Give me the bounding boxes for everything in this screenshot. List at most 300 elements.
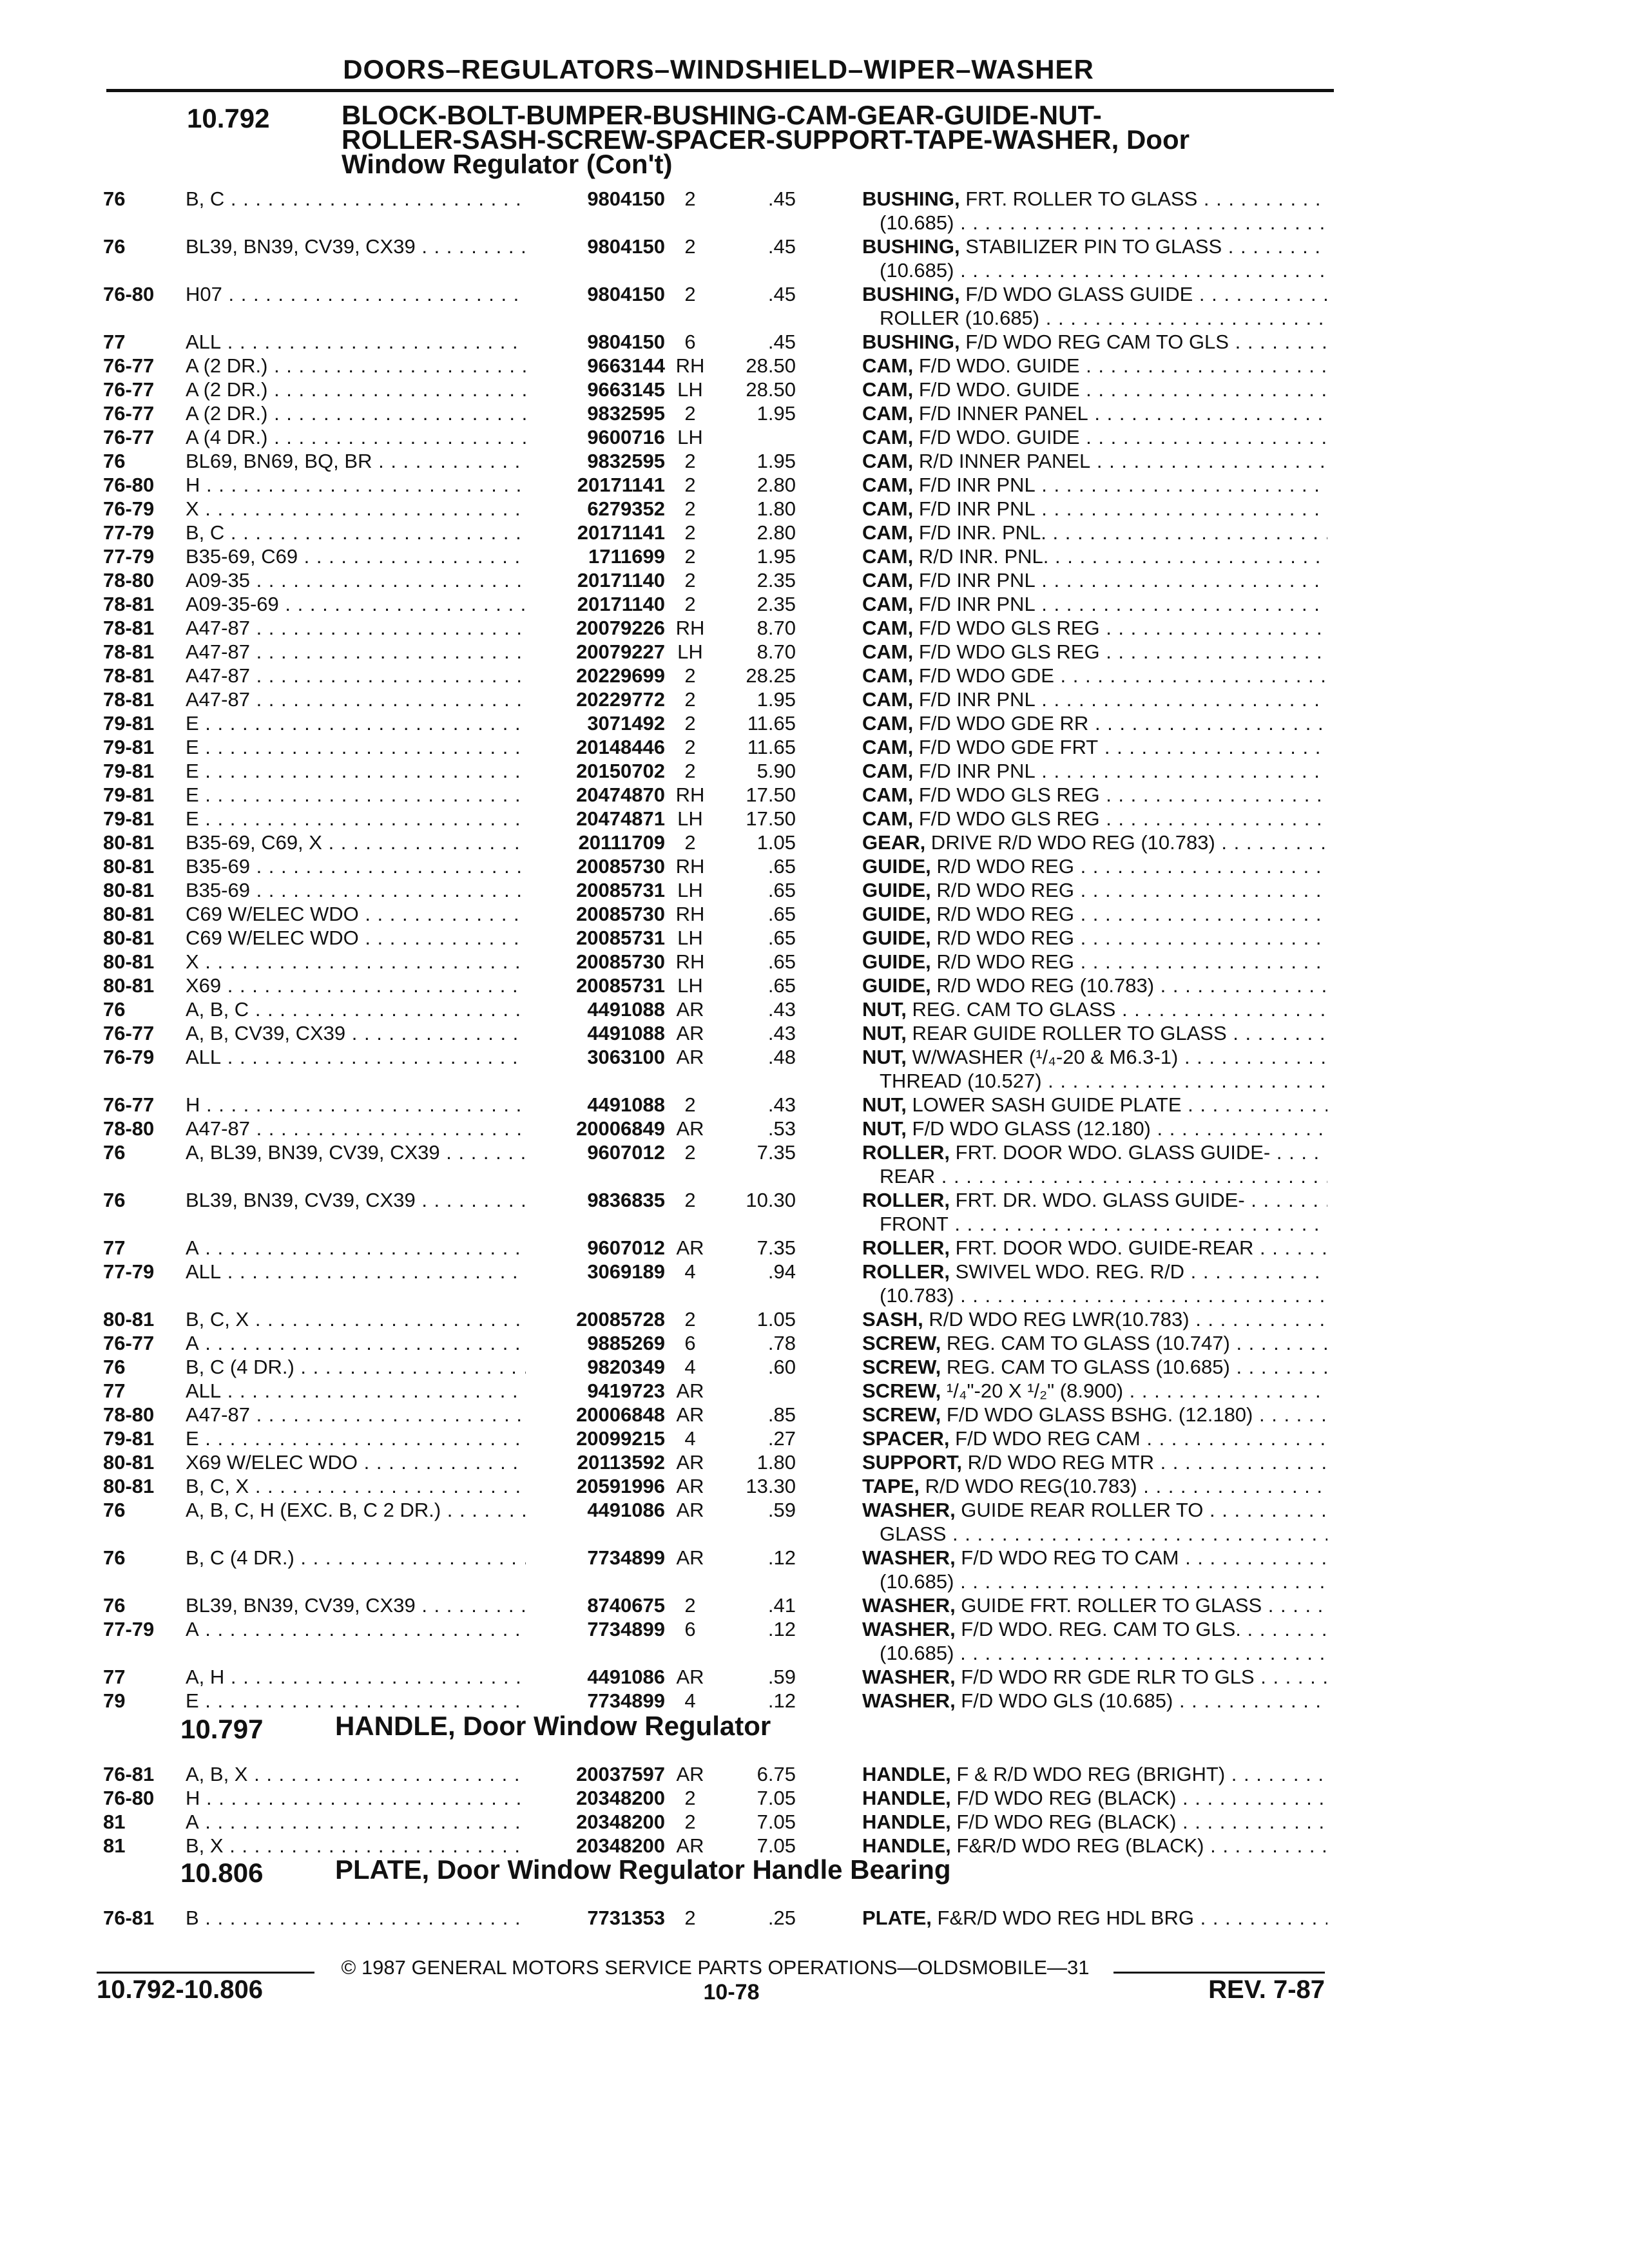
part-number: 20085731 <box>576 879 665 901</box>
model-code: ALL . . . <box>186 1379 526 1403</box>
model-year: 77-79 <box>103 1618 155 1640</box>
part-name: ROLLER, <box>862 1189 950 1211</box>
quantity: 2 <box>684 1594 696 1617</box>
model-code: ALL . . . <box>186 330 526 354</box>
quantity: AR <box>676 1236 704 1259</box>
price: 28.50 <box>746 354 796 377</box>
quantity: AR <box>676 1022 704 1044</box>
part-row-continued <box>0 306 1629 330</box>
part-row <box>0 1762 1629 1786</box>
part-description-detail: F/D WDO GLS REG <box>913 617 1100 639</box>
part-name: CAM, <box>862 569 914 591</box>
part-description <box>862 1307 1327 1331</box>
model-year: 77 <box>103 1666 126 1688</box>
part-number: 20171141 <box>577 521 665 544</box>
model-code: B35-69 . . . <box>186 854 526 878</box>
model-code: E . . . <box>186 711 526 735</box>
part-number: 20037597 <box>576 1763 665 1785</box>
part-description <box>862 1593 1327 1617</box>
part-description-detail: R/D WDO REG LWR(10.783) <box>923 1308 1190 1331</box>
part-description-detail: F/D WDO. GUIDE <box>913 378 1080 401</box>
model-code: B, C (4 DR.) . . . <box>186 1355 526 1379</box>
part-number: 7731353 <box>587 1907 665 1929</box>
part-description <box>862 831 1327 854</box>
model-year: 76 <box>103 1499 126 1521</box>
part-name: HANDLE, <box>862 1787 951 1809</box>
part-description <box>862 1474 1327 1498</box>
part-name: CAM, <box>862 617 914 639</box>
model-year: 77-79 <box>103 1260 155 1283</box>
part-description-continued: (10.685) . . . <box>880 1570 1327 1593</box>
model-code: E . . . <box>186 783 526 807</box>
model-year: 76-81 <box>103 1763 155 1785</box>
part-number: 20171140 <box>577 593 665 615</box>
price: 17.50 <box>746 783 796 806</box>
part-description-detail: F/D WDO GDE FRT <box>913 736 1099 758</box>
part-description-detail: R/D WDO REG (10.783) <box>930 974 1155 997</box>
price: .43 <box>767 998 796 1021</box>
part-description-continued: ROLLER (10.685) . . . <box>880 306 1327 330</box>
part-description-detail: REG. CAM TO GLASS (10.747) <box>941 1332 1230 1354</box>
model-year: 76 <box>103 1189 126 1211</box>
part-name: WASHER, <box>862 1594 956 1617</box>
model-code: H . . . <box>186 1786 526 1810</box>
model-year: 77-79 <box>103 545 155 568</box>
model-year: 76 <box>103 998 126 1021</box>
model-code: A47-87 . . . <box>186 687 526 711</box>
part-description <box>862 878 1327 902</box>
model-year: 76-77 <box>103 1093 155 1116</box>
model-code: X . . . <box>186 950 526 974</box>
part-description <box>862 1188 1327 1212</box>
model-code: A . . . <box>186 1236 526 1260</box>
model-year: 78-81 <box>103 617 155 639</box>
quantity: 2 <box>684 187 696 210</box>
part-description-detail: F/D WDO GLS (10.685) <box>955 1689 1173 1712</box>
part-name: CAM, <box>862 640 914 663</box>
part-description-detail: R/D INNER PANEL <box>913 450 1091 472</box>
model-code: A47-87 . . . <box>186 664 526 687</box>
part-description <box>862 449 1327 473</box>
model-code: B35-69, C69 . . . <box>186 544 526 568</box>
model-code: A09-35 . . . <box>186 568 526 592</box>
part-description-detail: FRT. ROLLER TO GLASS <box>959 187 1198 210</box>
part-number: 20171140 <box>577 569 665 591</box>
part-description <box>862 950 1327 974</box>
model-code: B35-69, C69, X . . . <box>186 831 526 854</box>
part-description-detail: F/D WDO REG (BLACK) <box>950 1811 1177 1833</box>
part-name: NUT, <box>862 1022 907 1044</box>
part-name: BUSHING, <box>862 187 960 210</box>
quantity: 2 <box>684 736 696 758</box>
part-description <box>862 1403 1327 1427</box>
quantity: 2 <box>684 593 696 615</box>
part-description <box>862 1260 1327 1283</box>
quantity: LH <box>677 378 703 401</box>
model-code: B, C (4 DR.) . . . <box>186 1546 526 1570</box>
quantity: 2 <box>684 1189 696 1211</box>
part-number: 4491088 <box>587 1093 665 1116</box>
model-code: E . . . <box>186 735 526 759</box>
model-year: 76 <box>103 235 126 258</box>
model-year: 80-81 <box>103 1308 155 1331</box>
part-number: 3063100 <box>587 1046 665 1068</box>
part-name: HANDLE, <box>862 1811 951 1833</box>
part-name: CAM, <box>862 712 914 735</box>
model-code: ALL . . . <box>186 1260 526 1283</box>
part-name: HANDLE, <box>862 1763 951 1785</box>
part-number: 9832595 <box>587 450 665 472</box>
part-description <box>862 1450 1327 1474</box>
model-year: 80-81 <box>103 903 155 925</box>
part-name: GUIDE, <box>862 855 931 878</box>
price: 13.30 <box>746 1475 796 1497</box>
model-year: 80-81 <box>103 831 155 854</box>
part-number: 9832595 <box>587 402 665 425</box>
model-year: 76 <box>103 450 126 472</box>
part-name: CAM, <box>862 664 914 687</box>
model-year: 79-81 <box>103 1427 155 1450</box>
part-row-continued <box>0 1522 1629 1546</box>
section-number: 10.806 <box>180 1858 264 1888</box>
part-description-detail: F/D INNER PANEL <box>913 402 1088 425</box>
part-description-detail: F/D WDO RR GDE RLR TO GLS <box>955 1666 1255 1688</box>
model-code: C69 W/ELEC WDO . . . <box>186 902 526 926</box>
price: .60 <box>767 1356 796 1378</box>
part-description-detail: R/D INR. PNL. <box>913 545 1049 568</box>
model-year: 81 <box>103 1811 126 1833</box>
part-row <box>0 1617 1629 1641</box>
quantity: RH <box>675 354 705 377</box>
part-name: SPACER, <box>862 1427 950 1450</box>
quantity: 4 <box>684 1689 696 1712</box>
part-name: CAM, <box>862 688 914 711</box>
model-code: B, C, X . . . <box>186 1474 526 1498</box>
price: .65 <box>767 927 796 949</box>
price: 7.05 <box>757 1787 796 1809</box>
part-number: 4491088 <box>587 998 665 1021</box>
model-year: 77-79 <box>103 521 155 544</box>
part-description <box>862 1236 1327 1260</box>
model-code: B, X . . . <box>186 1834 526 1858</box>
part-row <box>0 330 1629 354</box>
price: 7.05 <box>757 1834 796 1857</box>
price: 1.05 <box>757 831 796 854</box>
part-number: 6279352 <box>587 497 665 520</box>
part-name: SASH, <box>862 1308 923 1331</box>
part-number: 20474870 <box>576 783 665 806</box>
model-year: 76 <box>103 1546 126 1569</box>
part-description-detail: R/D WDO REG <box>930 950 1074 973</box>
model-code: A, B, CV39, CX39 . . . <box>186 1021 526 1045</box>
part-description-detail: ¹/₄"-20 X ¹/₂" (8.900) <box>941 1379 1124 1402</box>
quantity: 4 <box>684 1427 696 1450</box>
quantity: 2 <box>684 1093 696 1116</box>
model-year: 76 <box>103 187 126 210</box>
part-name: HANDLE, <box>862 1834 951 1857</box>
part-description <box>862 1665 1327 1689</box>
part-description <box>862 926 1327 950</box>
part-description <box>862 282 1327 306</box>
part-row <box>0 1307 1629 1331</box>
part-description-detail: F/D WDO GLASS GUIDE <box>959 283 1193 305</box>
price: 1.95 <box>757 402 796 425</box>
part-number: 20006848 <box>576 1403 665 1426</box>
part-name: ROLLER, <box>862 1260 950 1283</box>
part-description <box>862 544 1327 568</box>
part-row <box>0 1689 1629 1713</box>
part-row <box>0 1260 1629 1283</box>
part-number: 20079226 <box>576 617 665 639</box>
part-row <box>0 235 1629 258</box>
part-name: ROLLER, <box>862 1141 950 1164</box>
part-description-detail: R/D WDO REG(10.783) <box>920 1475 1137 1497</box>
quantity: LH <box>677 927 703 949</box>
part-row <box>0 544 1629 568</box>
part-description <box>862 1786 1327 1810</box>
part-name: SCREW, <box>862 1403 941 1426</box>
part-description <box>862 735 1327 759</box>
part-name: WASHER, <box>862 1499 956 1521</box>
model-code: A . . . <box>186 1810 526 1834</box>
part-name: SUPPORT, <box>862 1451 963 1474</box>
part-name: CAM, <box>862 426 914 448</box>
part-description <box>862 616 1327 640</box>
section-title-line: PLATE, Door Window Regulator Handle Bearing <box>335 1854 951 1885</box>
part-name: NUT, <box>862 1046 907 1068</box>
part-description <box>862 378 1327 401</box>
model-year: 80-81 <box>103 855 155 878</box>
part-name: BUSHING, <box>862 283 960 305</box>
part-description-detail: F/D INR PNL <box>913 688 1036 711</box>
part-row <box>0 1810 1629 1834</box>
part-row-continued <box>0 1570 1629 1593</box>
model-year: 80-81 <box>103 1451 155 1474</box>
part-description-detail: LOWER SASH GUIDE PLATE <box>906 1093 1182 1116</box>
part-description-detail: FRT. DOOR WDO. GUIDE-REAR <box>950 1236 1254 1259</box>
part-row <box>0 1093 1629 1117</box>
model-year: 80-81 <box>103 974 155 997</box>
model-code: E . . . <box>186 1427 526 1450</box>
quantity: 2 <box>684 1811 696 1833</box>
section-number: 10.792 <box>187 103 270 133</box>
model-code: H . . . <box>186 473 526 497</box>
part-description <box>862 1498 1327 1522</box>
part-row <box>0 831 1629 854</box>
quantity: AR <box>676 998 704 1021</box>
page-title: DOORS–REGULATORS–WINDSHIELD–WIPER–WASHER <box>343 54 1094 84</box>
quantity: 2 <box>684 402 696 425</box>
part-number: 8740675 <box>587 1594 665 1617</box>
part-row <box>0 425 1629 449</box>
part-number: 4491086 <box>587 1499 665 1521</box>
price: .78 <box>767 1332 796 1354</box>
quantity: 2 <box>684 521 696 544</box>
model-code: A47-87 . . . <box>186 640 526 664</box>
part-number: 9836835 <box>587 1189 665 1211</box>
part-row <box>0 1236 1629 1260</box>
part-name: WASHER, <box>862 1689 956 1712</box>
part-description <box>862 425 1327 449</box>
part-row <box>0 1498 1629 1522</box>
quantity: AR <box>676 1379 704 1402</box>
part-description <box>862 664 1327 687</box>
part-description-detail: F/D INR PNL <box>913 569 1036 591</box>
quantity: AR <box>676 1451 704 1474</box>
part-description-detail: F/D WDO GLASS (12.180) <box>906 1117 1151 1140</box>
price: .27 <box>767 1427 796 1450</box>
part-name: CAM, <box>862 354 914 377</box>
quantity: 2 <box>684 1907 696 1929</box>
part-name: CAM, <box>862 450 914 472</box>
model-code: B, C . . . <box>186 521 526 544</box>
part-row <box>0 974 1629 997</box>
part-description <box>862 1379 1327 1403</box>
part-row-continued <box>0 211 1629 235</box>
part-number: 9607012 <box>587 1141 665 1164</box>
model-code: E . . . <box>186 1689 526 1713</box>
part-description <box>862 1045 1327 1069</box>
price: .94 <box>767 1260 796 1283</box>
price: .53 <box>767 1117 796 1140</box>
part-description <box>862 783 1327 807</box>
quantity: 2 <box>684 569 696 591</box>
part-row <box>0 854 1629 878</box>
quantity: AR <box>676 1475 704 1497</box>
part-description-detail: F/D INR PNL <box>913 497 1036 520</box>
model-year: 80-81 <box>103 927 155 949</box>
part-row <box>0 807 1629 831</box>
part-description <box>862 1906 1327 1930</box>
part-name: CAM, <box>862 545 914 568</box>
part-number: 20113592 <box>577 1451 665 1474</box>
part-description-detail: F/D INR. PNL. <box>913 521 1046 544</box>
part-description-detail: F/D INR PNL <box>913 593 1036 615</box>
part-description-continued: (10.783) . . . <box>880 1283 1327 1307</box>
model-year: 79-81 <box>103 807 155 830</box>
model-year: 78-80 <box>103 1117 155 1140</box>
part-number: 7734899 <box>587 1618 665 1640</box>
model-year: 76-80 <box>103 283 155 305</box>
price: 7.35 <box>757 1141 796 1164</box>
price: 11.65 <box>747 712 796 735</box>
part-number: 20348200 <box>576 1834 665 1857</box>
part-row <box>0 1403 1629 1427</box>
part-description-detail: F/D WDO REG (BLACK) <box>950 1787 1177 1809</box>
quantity: AR <box>676 1834 704 1857</box>
quantity: 2 <box>684 688 696 711</box>
price: .85 <box>767 1403 796 1426</box>
model-code: C69 W/ELEC WDO . . . <box>186 926 526 950</box>
part-description <box>862 854 1327 878</box>
model-year: 76-77 <box>103 354 155 377</box>
part-description-detail: STABILIZER PIN TO GLASS <box>959 235 1222 258</box>
part-description-detail: F & R/D WDO REG (BRIGHT) <box>950 1763 1226 1785</box>
part-description-detail: REG. CAM TO GLASS <box>906 998 1116 1021</box>
price: 10.30 <box>746 1189 796 1211</box>
part-description-detail: F/D INR PNL <box>913 760 1036 782</box>
part-row <box>0 1117 1629 1140</box>
part-name: CAM, <box>862 760 914 782</box>
footer-page-range: 10.792-10.806 <box>97 1975 264 2004</box>
part-description <box>862 1093 1327 1117</box>
part-description-detail: DRIVE R/D WDO REG (10.783) <box>925 831 1215 854</box>
price: .12 <box>767 1618 796 1640</box>
quantity: RH <box>675 903 705 925</box>
part-row <box>0 473 1629 497</box>
part-description <box>862 1810 1327 1834</box>
part-description-detail: F/D WDO REG TO CAM <box>955 1546 1179 1569</box>
price: .59 <box>767 1499 796 1521</box>
price: 7.35 <box>757 1236 796 1259</box>
section-title-line: Window Regulator (Con't) <box>342 149 673 179</box>
model-code: E . . . <box>186 807 526 831</box>
model-code: A, H . . . <box>186 1665 526 1689</box>
price: .45 <box>767 235 796 258</box>
quantity: 2 <box>684 283 696 305</box>
part-row <box>0 783 1629 807</box>
quantity: 2 <box>684 1141 696 1164</box>
part-number: 3071492 <box>587 712 665 735</box>
model-year: 78-80 <box>103 569 155 591</box>
model-code: A, B, C . . . <box>186 997 526 1021</box>
part-description-detail: F/D WDO GDE RR <box>913 712 1089 735</box>
part-row <box>0 592 1629 616</box>
part-description <box>862 640 1327 664</box>
model-code: BL69, BN69, BQ, BR . . . <box>186 449 526 473</box>
part-description-detail: SWIVEL WDO. REG. R/D <box>950 1260 1185 1283</box>
model-code: A, BL39, BN39, CV39, CX39 . . . <box>186 1140 526 1164</box>
model-code: H07 . . . <box>186 282 526 306</box>
part-description <box>862 187 1327 211</box>
part-description <box>862 1355 1327 1379</box>
model-code: BL39, BN39, CV39, CX39 . . . <box>186 1188 526 1212</box>
model-year: 80-81 <box>103 1475 155 1497</box>
part-description <box>862 902 1327 926</box>
model-year: 76-80 <box>103 1787 155 1809</box>
part-description-continued: REAR . . . <box>880 1164 1327 1188</box>
part-number: 9419723 <box>587 1379 665 1402</box>
price: 1.80 <box>757 497 796 520</box>
part-number: 20229699 <box>576 664 665 687</box>
part-description-detail: R/D WDO REG <box>930 879 1074 901</box>
part-row-continued <box>0 1069 1629 1093</box>
price: 1.80 <box>757 1451 796 1474</box>
price: 1.95 <box>757 688 796 711</box>
quantity: LH <box>677 807 703 830</box>
part-row <box>0 521 1629 544</box>
quantity: 4 <box>684 1356 696 1378</box>
part-description <box>862 1762 1327 1786</box>
part-description-continued: THREAD (10.527) . . . <box>880 1069 1327 1093</box>
price: 5.90 <box>757 760 796 782</box>
quantity: AR <box>676 1666 704 1688</box>
part-description-detail: R/D WDO REG <box>930 855 1074 878</box>
price: 2.35 <box>757 569 796 591</box>
model-year: 78-81 <box>103 593 155 615</box>
part-description <box>862 521 1327 544</box>
model-code: ALL . . . <box>186 1045 526 1069</box>
quantity: 2 <box>684 831 696 854</box>
part-number: 7734899 <box>587 1689 665 1712</box>
part-number: 20085730 <box>576 903 665 925</box>
part-row <box>0 1427 1629 1450</box>
model-year: 76-77 <box>103 1332 155 1354</box>
part-description-detail: F/D WDO GLS REG <box>913 783 1100 806</box>
model-year: 76-79 <box>103 497 155 520</box>
model-year: 77 <box>103 331 126 353</box>
section-title-line: HANDLE, Door Window Regulator <box>335 1711 771 1741</box>
